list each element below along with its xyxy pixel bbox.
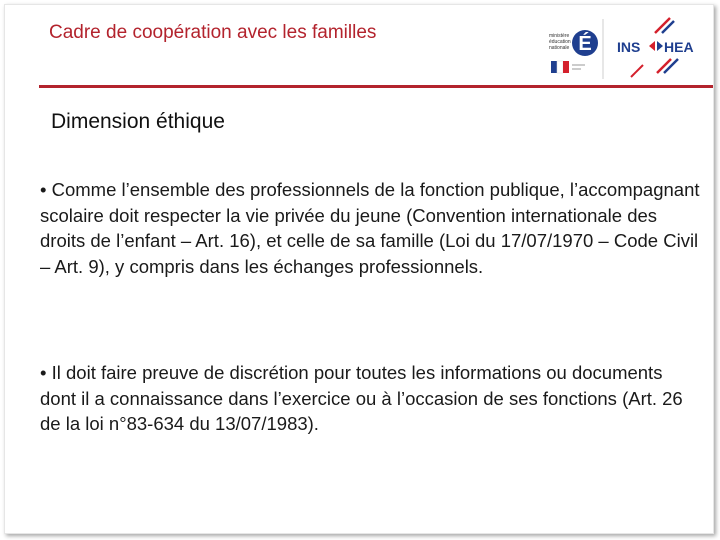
ministry-logo-letter: É	[578, 33, 592, 55]
ministry-logo-line-1: ministère	[549, 33, 570, 39]
slide	[4, 4, 714, 534]
inshea-logo	[617, 18, 694, 77]
section-title: Dimension éthique	[51, 110, 225, 133]
header-title: Cadre de coopération avec les familles	[49, 22, 377, 43]
ministry-logo	[549, 30, 598, 73]
paragraph-discretion: • Il doit faire preuve de discrétion pour toutes les informations ou documents dont il a connaissance dans l’exercice ou à l’occasion de ses fonctions (Art. 26 de la loi n°83-634 du 13/07/1983).	[40, 362, 683, 434]
ministry-logo-line-3: nationale	[549, 45, 570, 51]
inshea-logo-right: HEA	[664, 39, 694, 55]
inshea-logo-left: INS	[617, 39, 641, 55]
header-divider	[39, 85, 713, 88]
logo-area	[545, 15, 715, 83]
ministry-logo-line-2: éducation	[549, 39, 571, 45]
paragraph-privacy: • Comme l’ensemble des professionnels de la fonction publique, l’accompagnant scolaire doit respecter la vie privée du jeune (Convention internationale des droits de l’enfant – Art. 16), et celle de sa famille (Loi du 17/07/1970 – Code Civil – Art. 9), y compris dans les échanges professionnels.	[40, 179, 700, 277]
